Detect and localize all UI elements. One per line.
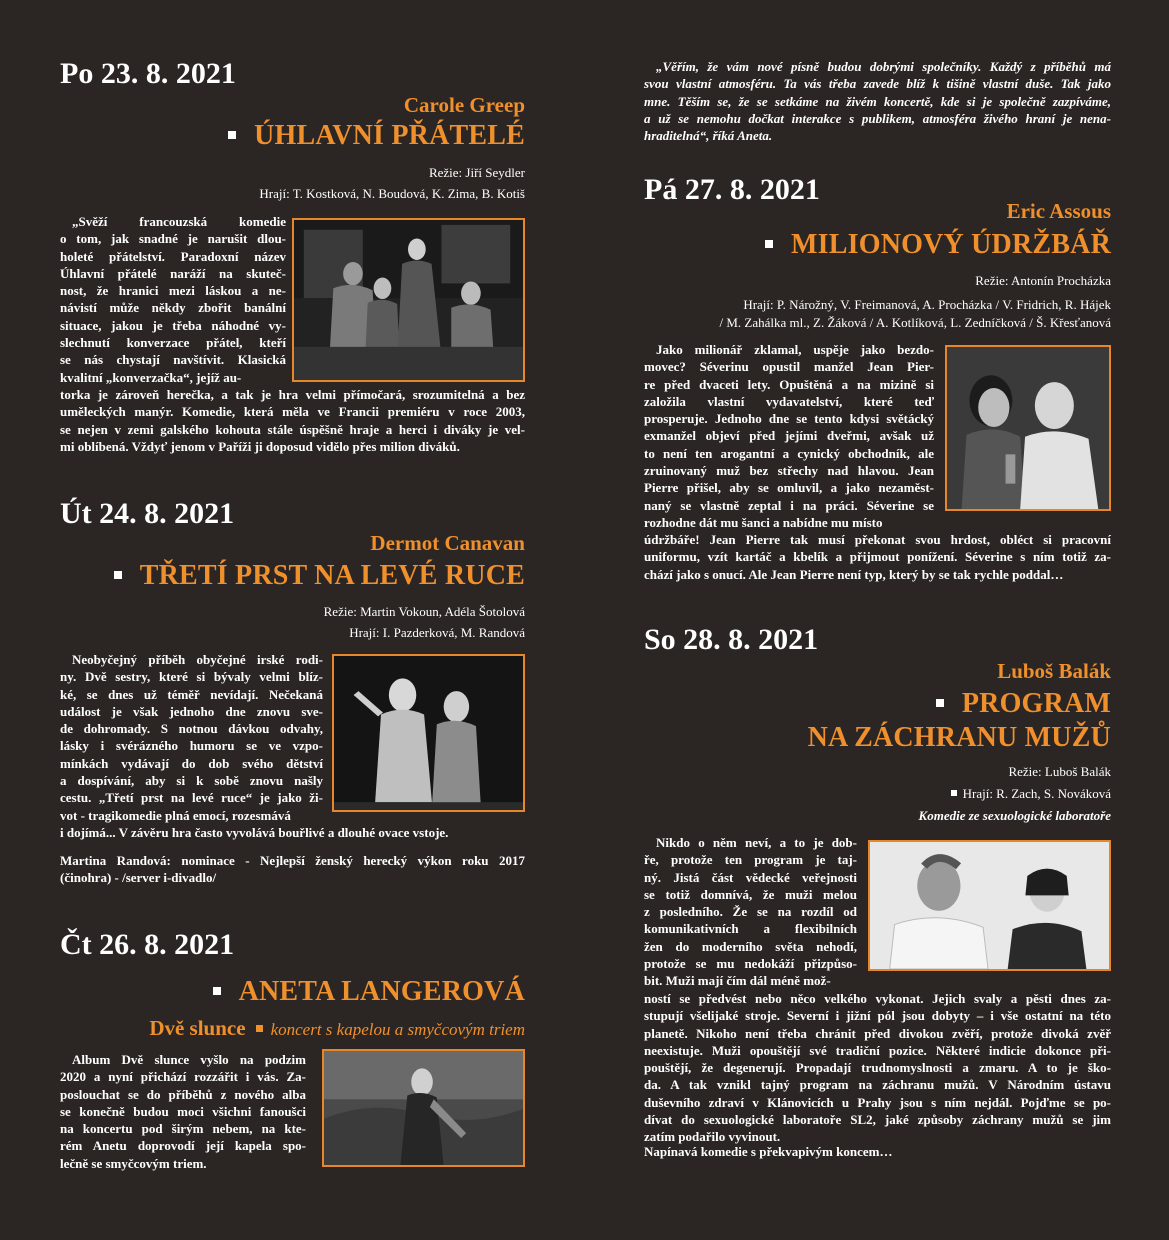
text-line: mínkách vydávají do dob svého dětství <box>60 755 323 771</box>
text-line: Album Dvě slunce vyšlo na podzim <box>72 1052 306 1067</box>
text-line: mne. Těším se, že se setkáme na živém koncertě, kde si je společně zazpíváme, <box>644 93 1111 109</box>
event-title-5b: NA ZÁCHRANU MUŽŮ <box>807 722 1111 753</box>
text-line: zatím podařilo vyvinout. <box>644 1129 781 1145</box>
event-title-3 <box>213 976 525 1008</box>
bullet-square-icon <box>765 240 773 248</box>
text-line: planetě. Nikoho není třeba chránit před divokou zvěří, protože divoká zvěř <box>644 1025 1111 1041</box>
text-line: hraditelná“, říká Aneta. <box>644 128 773 144</box>
text-line: uměleckých manýr. Komedie, která měla ve Francii premiéru v roce 2003, <box>60 404 525 420</box>
text-line: lásky i svérázného humoru se ve vzpo- <box>60 738 323 754</box>
text-line: ny. Dvě sestry, které si bývaly velmi blíz- <box>60 669 323 685</box>
event-author-5: Luboš Balák <box>997 659 1111 683</box>
event-cast-2: Hrají: I. Pazderková, M. Randová <box>349 625 525 640</box>
event-cast-5 <box>951 786 1111 802</box>
text-line: ný. Jistá část vědecké veřejnosti <box>644 869 857 885</box>
text-line: ře, protože ten program je taj- <box>644 852 857 868</box>
event-director-2: Režie: Martin Vokoun, Adéla Šotolová <box>323 604 525 619</box>
event-text-narrow-4 <box>644 341 934 531</box>
text-line: žen do moderního světa nehodí, <box>644 938 857 954</box>
text-line: re před dvaceti lety. Opuštěná a na mizině si <box>644 376 934 392</box>
text-line: situace, jakou je třeba náhodné vy- <box>60 317 286 333</box>
text-line: stupují všelijaké stroje. Severní i jižní pól jsou dobyty – i vše ostatní na této <box>644 1008 1111 1024</box>
bullet-square-icon <box>213 987 221 995</box>
text-line: komunikativních a flexibilních <box>644 921 857 937</box>
event-text-wide-1 <box>60 386 525 455</box>
event-text-narrow-2 <box>60 651 323 824</box>
bullet-square-icon <box>936 699 944 707</box>
bullet-square-icon <box>256 1025 263 1032</box>
event-photo-1 <box>292 218 525 382</box>
text-line: se konečně budou moci všichni fanoušci <box>60 1103 306 1119</box>
event-author-4: Eric Assous <box>1006 199 1111 223</box>
event-author-2: Dermot Canavan <box>370 531 525 555</box>
text-line: ké, se dnes už téměř nevídají. Nečekaná <box>60 686 323 702</box>
concert-description: koncert s kapelou a smyčcovým triem <box>270 1020 525 1039</box>
event-date-5: So 28. 8. 2021 <box>644 623 819 656</box>
text-line: prosperuje. Jednoho dne se tento kdysi světácký <box>644 411 934 427</box>
text-line: vot - tragikomedie plná emocí, rozesmává <box>60 807 291 823</box>
text-line: Nikdo o něm neví, a to je dob- <box>656 835 857 850</box>
text-line: neexistuje. Muži opouštějí své tradiční pozice. Některé indicie dokonce při- <box>644 1042 1111 1058</box>
text-line: uniformu, vzít kartáč a kbelík a přijmout ponížení. Séverine s ním totiž za- <box>644 549 1111 565</box>
text-line: o tom, jak snadné je narušit dlou- <box>60 231 286 247</box>
event-title-text-2: TŘETÍ PRST NA LEVÉ RUCE <box>139 560 525 591</box>
text-line: „Věřím, že vám nové písně budou dobrými společníky. Každý z příběhů má <box>656 59 1111 74</box>
event-photo-4 <box>945 345 1111 511</box>
text-line: Martina Randová: nominace - Nejlepší ženský herecký výkon roku 2017 <box>60 853 525 868</box>
text-line: ností se předvést nebo něco velkého vykonat. Jejich svaly a pěsti dnes za- <box>644 991 1111 1006</box>
bullet-square-icon <box>228 131 236 139</box>
text-line: zruinovaný muž bez střechy nad hlavou. Jean <box>644 463 934 479</box>
event-text-wide-4 <box>644 531 1111 583</box>
event-title-text-4: MILIONOVÝ ÚDRŽBÁŘ <box>791 229 1111 260</box>
bullet-square-icon <box>951 790 957 796</box>
aneta-quote <box>644 58 1111 144</box>
text-line: slechnutí konverzace přátel, kteří <box>60 335 286 351</box>
text-line: exmanžel objeví před jejími dveřmi, avšak už <box>644 428 934 444</box>
event-cast-text-5: Hrají: R. Zach, S. Nováková <box>962 786 1111 801</box>
text-line: pouštějí, že degenerují. Propadají trudnomyslnosti a zmaru. A to je ško- <box>644 1060 1111 1076</box>
text-line: dívat do sexuologické laboratoře SL2, jaké způsoby záchrany mužů se jim <box>644 1112 1111 1128</box>
event-photo-2 <box>332 654 525 812</box>
text-line: z posledního. Že se na rozdíl od <box>644 904 857 920</box>
text-line: rozhodne dát mu šanci a nabídne mu místo <box>644 514 883 530</box>
text-line: nost, že hranici mezi láskou a ne- <box>60 283 286 299</box>
text-line: naný se vlastně zeptal i na práci. Séverine se <box>644 497 934 513</box>
text-line: Neobyčejný příběh obyčejné irské rodi- <box>72 652 323 667</box>
text-line: Jako milionář zklamal, uspěje jako bezdo- <box>656 342 934 357</box>
text-line: cestu. „Třetí prst na levé ruce“ je jako ži- <box>60 790 323 806</box>
text-line: protože se mu nedokáží přizpůso- <box>644 956 857 972</box>
event-director-1: Režie: Jiří Seydler <box>428 165 525 180</box>
event-text-narrow-5 <box>644 834 857 990</box>
text-line: událost je však jednoho dne znovu sve- <box>60 703 323 719</box>
event-subtitle-3 <box>149 1016 525 1041</box>
event-date-1: Po 23. 8. 2021 <box>60 57 236 90</box>
event-date-4: Pá 27. 8. 2021 <box>644 173 820 206</box>
event-text-wide-5 <box>644 990 1111 1146</box>
text-line: se nejen v zemi galského kohouta stále úspěšně hraje a herci i diváky je vel- <box>60 421 525 437</box>
text-line: holeté přátelství. Paradoxní název <box>60 248 286 264</box>
text-line: mi oblíbená. Vždyť jenom v Paříži ji doposud vidělo přes milion diváků. <box>60 438 460 454</box>
event-date-2: Út 24. 8. 2021 <box>60 497 235 530</box>
event-cast-4b: / M. Zahálka ml., Z. Žáková / A. Kotlíková, L. Zedníčková / Š. Křesťanová <box>719 315 1111 330</box>
bullet-square-icon <box>114 571 122 579</box>
text-line: se nás chystají navštívit. Klasická <box>60 352 286 368</box>
text-line: duševního zdraví v Klánovicích u Prahy jsou s ním nejdál. Pojďme se po- <box>644 1094 1111 1110</box>
album-name: Dvě slunce <box>149 1016 246 1040</box>
event-title-text-1: ÚHLAVNÍ PŘÁTELÉ <box>254 120 525 151</box>
event-date-3: Čt 26. 8. 2021 <box>60 928 235 961</box>
text-line: Úhlavní přátelé naráží na skuteč- <box>60 265 286 281</box>
text-line: založila vlastní vydavatelství, které teď <box>644 393 934 409</box>
text-line: 2020 a nyní přichází rozzářit i vás. Za- <box>60 1069 306 1085</box>
text-line: da. A tak vznikl tajný program na záchranu mužů. V Národním ústavu <box>644 1077 1111 1093</box>
event-title-text-3: ANETA LANGEROVÁ <box>238 976 525 1007</box>
text-line: bit. Muži mají čím dál méně mož- <box>644 973 831 989</box>
text-line: to není ten arogantní a cynický obchodník, ale <box>644 445 934 461</box>
event-text-3 <box>60 1051 306 1172</box>
text-line: chází jako s onucí. Ale Jean Pierre není typ, který by se tak rychle poddal… <box>644 566 1064 582</box>
text-line: a dospívání, aby si k sobě znovu našly <box>60 773 323 789</box>
text-line: movec? Séverinu opustil manžel Jean Pier- <box>644 359 934 375</box>
text-line: „Svěží francouzská komedie <box>72 214 286 229</box>
text-line: de dohromady. S notnou dávkou odvahy, <box>60 721 323 737</box>
text-line: svou vlastní atmosféru. Ta vás třeba zavede blíž k tišině vlastní duše. Tak jako <box>644 76 1111 92</box>
event-photo-5 <box>868 840 1111 971</box>
text-line: lečně se smyčcovým triem. <box>60 1155 207 1171</box>
event-title-4 <box>765 229 1111 261</box>
event-review-2 <box>60 852 525 887</box>
text-line: rém Anetu doprovodí její kapela spo- <box>60 1138 306 1154</box>
event-author-1: Carole Greep <box>403 93 525 117</box>
event-text-wide-2 <box>60 824 525 841</box>
text-line: údržbáře! Jean Pierre tak musí překonat svou hrdost, obléct si pracovní <box>644 532 1111 547</box>
event-closing-5: Napínavá komedie s překvapivým koncem… <box>644 1144 893 1159</box>
event-director-5: Režie: Luboš Balák <box>1008 764 1111 779</box>
text-line: (činohra) - /server i-divadlo/ <box>60 870 217 886</box>
text-line: se totiž domnívá, že muži melou <box>644 886 857 902</box>
text-line: poslouchat se do příběhů z nového alba <box>60 1086 306 1102</box>
event-director-4: Režie: Antonín Procházka <box>975 273 1111 288</box>
event-title-2 <box>114 560 525 592</box>
event-photo-3 <box>322 1049 525 1167</box>
text-line: návistí může někdy zbořit banální <box>60 300 286 316</box>
text-line: a už se nemohu dočkat interakce s publikem, atmosféra živého hraní je nena- <box>644 110 1111 126</box>
text-line: na koncertu pod širým nebem, na kte- <box>60 1121 306 1137</box>
text-line: kvalitní „konverzačka“, jejíž au- <box>60 369 242 385</box>
text-line: torka je zároveň herečka, a tak je hra velmi přímočará, srozumitelná a bez <box>60 387 525 402</box>
event-text-narrow-1 <box>60 213 286 386</box>
event-title-1 <box>228 120 525 152</box>
event-cast-4a: Hrají: P. Nárožný, V. Freimanová, A. Procházka / V. Fridrich, R. Hájek <box>743 297 1111 312</box>
event-cast-1: Hrají: T. Kostková, N. Boudová, K. Zima, B. Kotiš <box>259 186 525 201</box>
event-genre-5: Komedie ze sexuologické laboratoře <box>918 808 1111 823</box>
text-line: i dojímá... V závěru hra často vyvolává bouřlivé a dlouhé ovace vstoje. <box>60 825 449 840</box>
event-title-text-5a: PROGRAM <box>961 688 1111 719</box>
event-title-5a <box>936 688 1111 720</box>
text-line: Pierre přišel, aby se omluvil, a jako nezaměst- <box>644 480 934 496</box>
